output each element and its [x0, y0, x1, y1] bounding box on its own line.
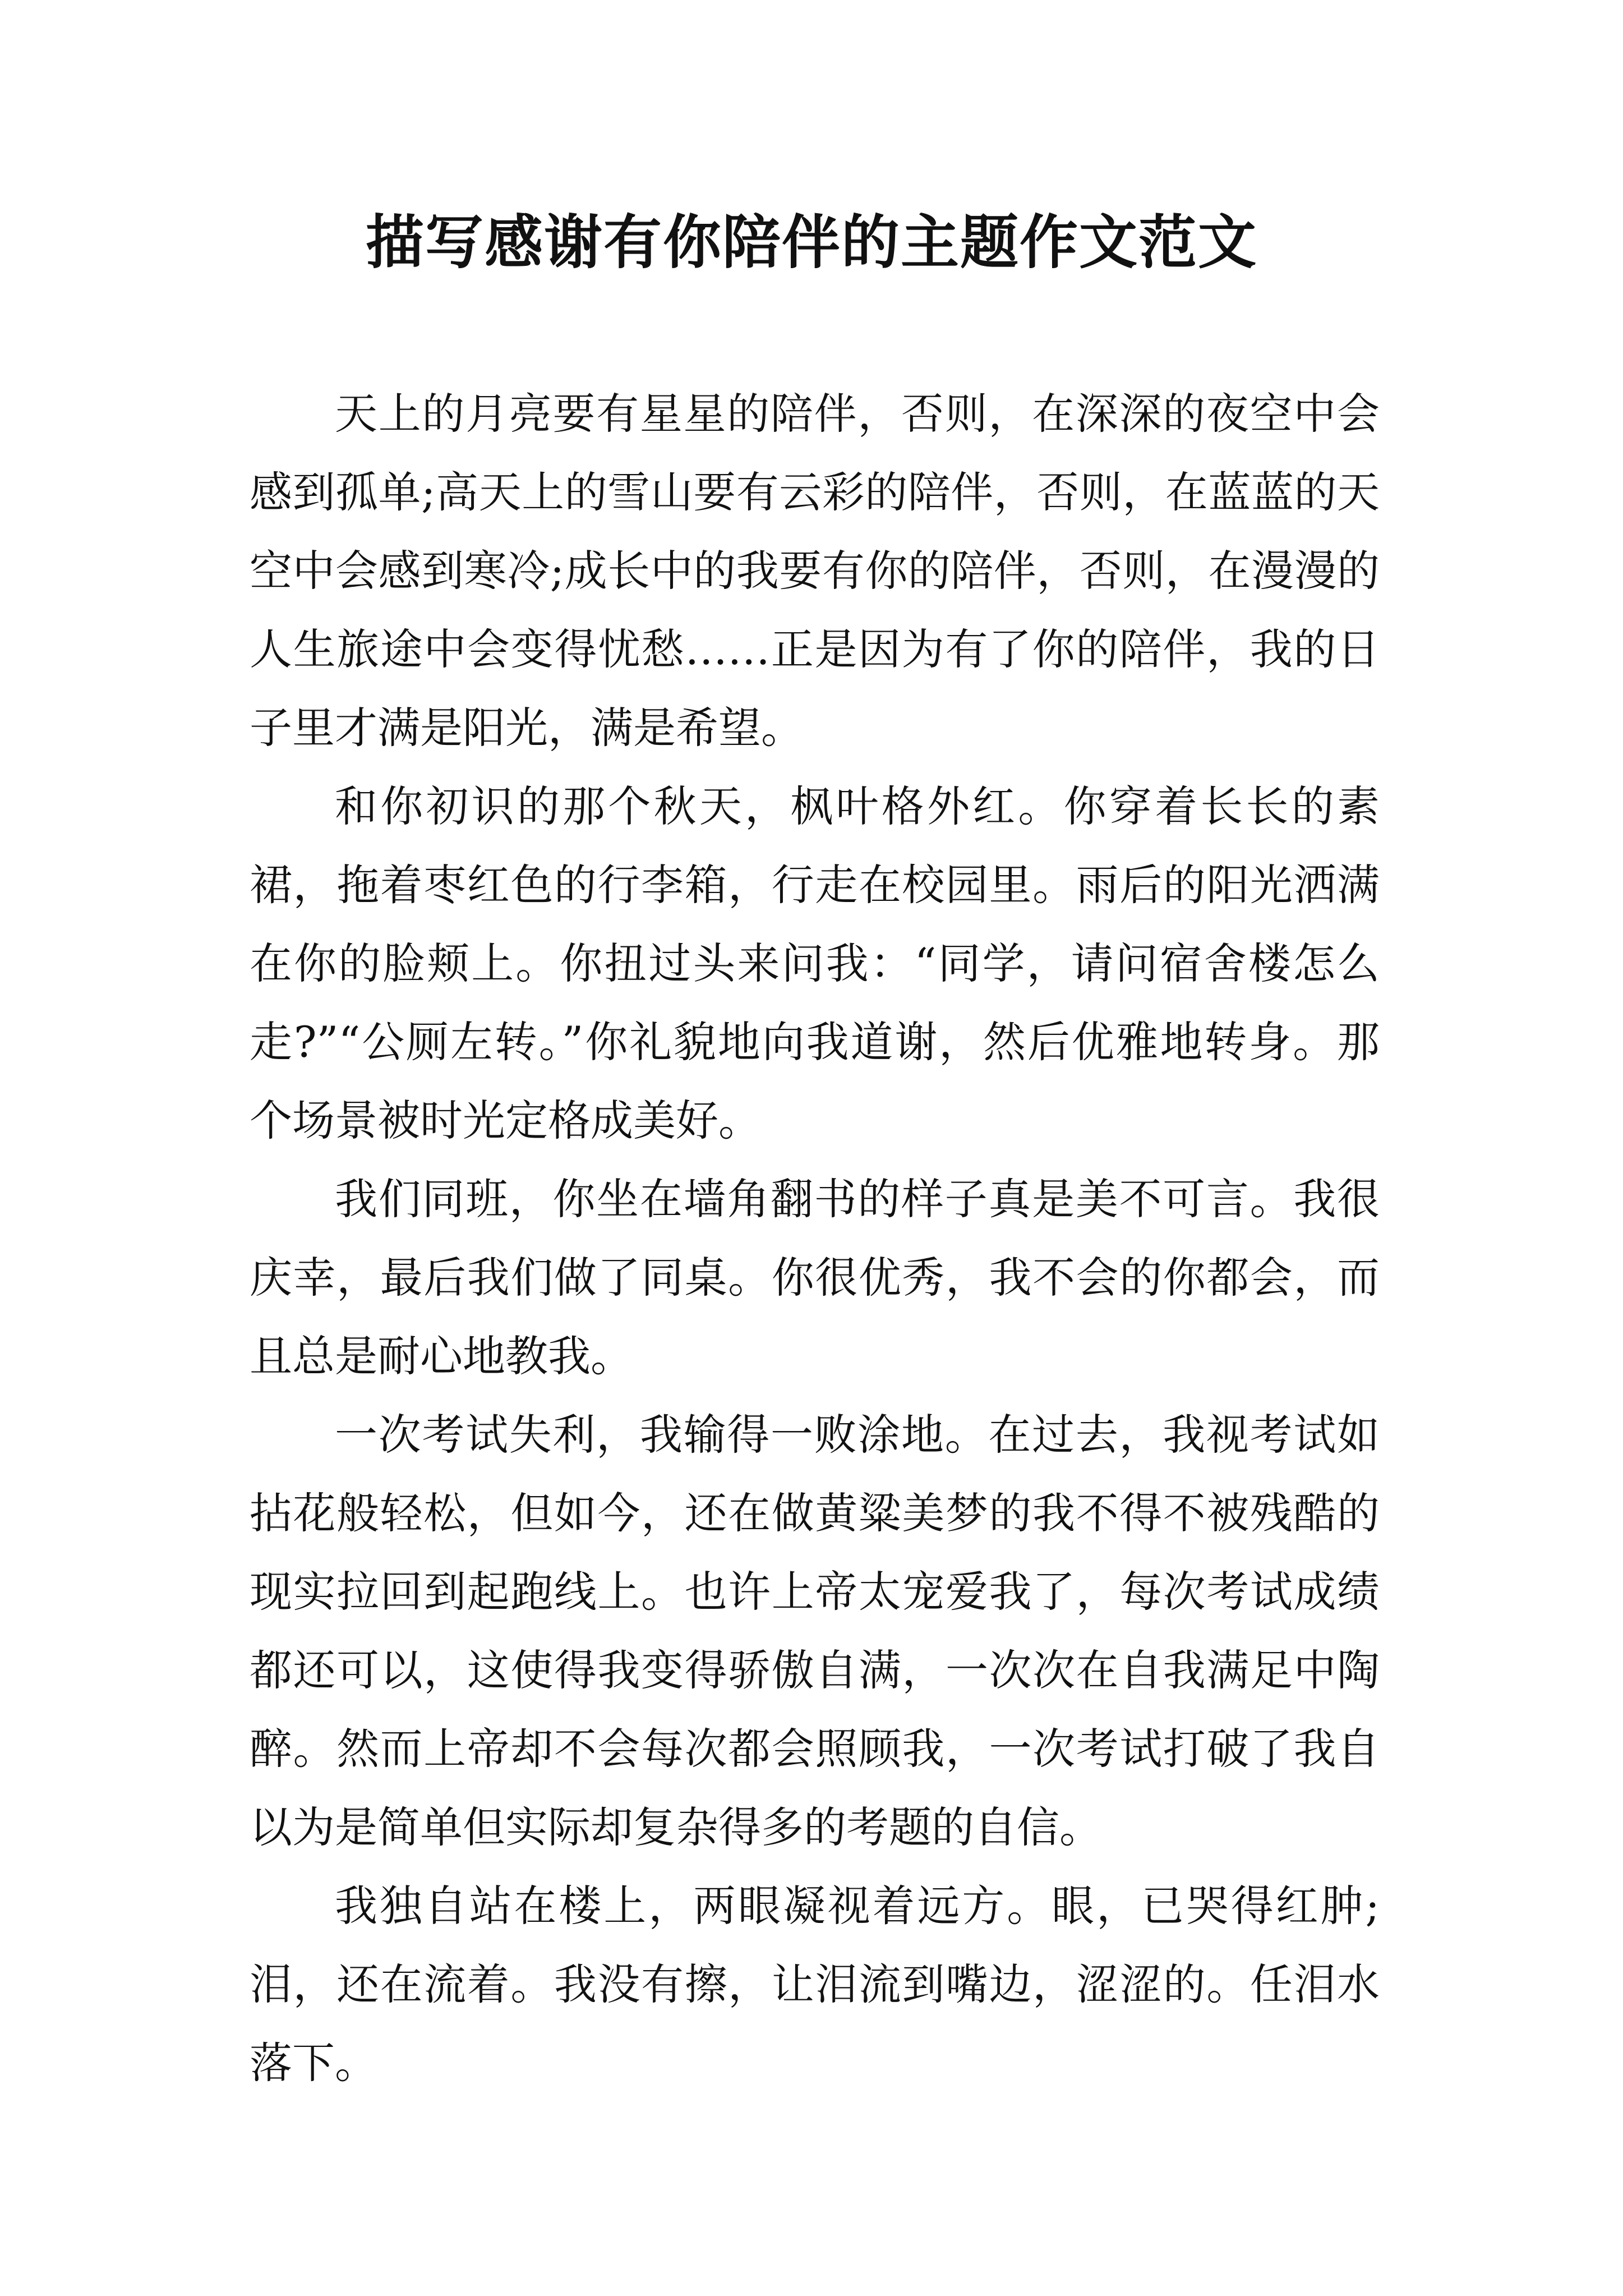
paragraph-4: 一次考试失利，我输得一败涂地。在过去，我视考试如拈花般轻松，但如今，还在做黄粱美梦的我不得不被残酷的现实拉回到起跑线上。也许上帝太宠爱我了，每次考试成绩都还可以，这使得我变得骄傲自满，一次次在自我满足中陶醉。然而上帝却不会每次都会照顾我，一次考试打破了我自以为是简单但实际却复杂得多的考题的自信。: [250, 1410, 1380, 1852]
paragraph-2: 和你初识的那个秋天，枫叶格外红。你穿着长长的素裙，拖着枣红色的行李箱，行走在校园里。雨后的阳光洒满在你的脸颊上。你扭过头来问我：“同学，请问宿舍楼怎么走?”“公厕左转。”你礼貌地向我道谢，然后优雅地转身。那个场景被时光定格成美好。: [250, 781, 1380, 1145]
document-title: 描写感谢有你陪伴的主题作文范文: [365, 208, 1257, 277]
paragraph-3: 我们同班，你坐在墙角翻书的样子真是美不可言。我很庆幸，最后我们做了同桌。你很优秀，我不会的你都会，而且总是耐心地教我。: [250, 1174, 1380, 1381]
document-body: [250, 375, 1380, 2102]
paragraph-5: 我独自站在楼上，两眼凝视着远方。眼，已哭得红肿;泪，还在流着。我没有擦，让泪流到嘴边，涩涩的。任泪水落下。: [250, 1881, 1380, 2088]
paragraph-1: 天上的月亮要有星星的陪伴，否则，在深深的夜空中会感到孤单;高天上的雪山要有云彩的陪伴，否则，在蓝蓝的天空中会感到寒冷;成长中的我要有你的陪伴，否则，在漫漫的人生旅途中会变得忧愁……正是因为有了你的陪伴，我的日子里才满是阳光，满是希望。: [250, 389, 1380, 753]
